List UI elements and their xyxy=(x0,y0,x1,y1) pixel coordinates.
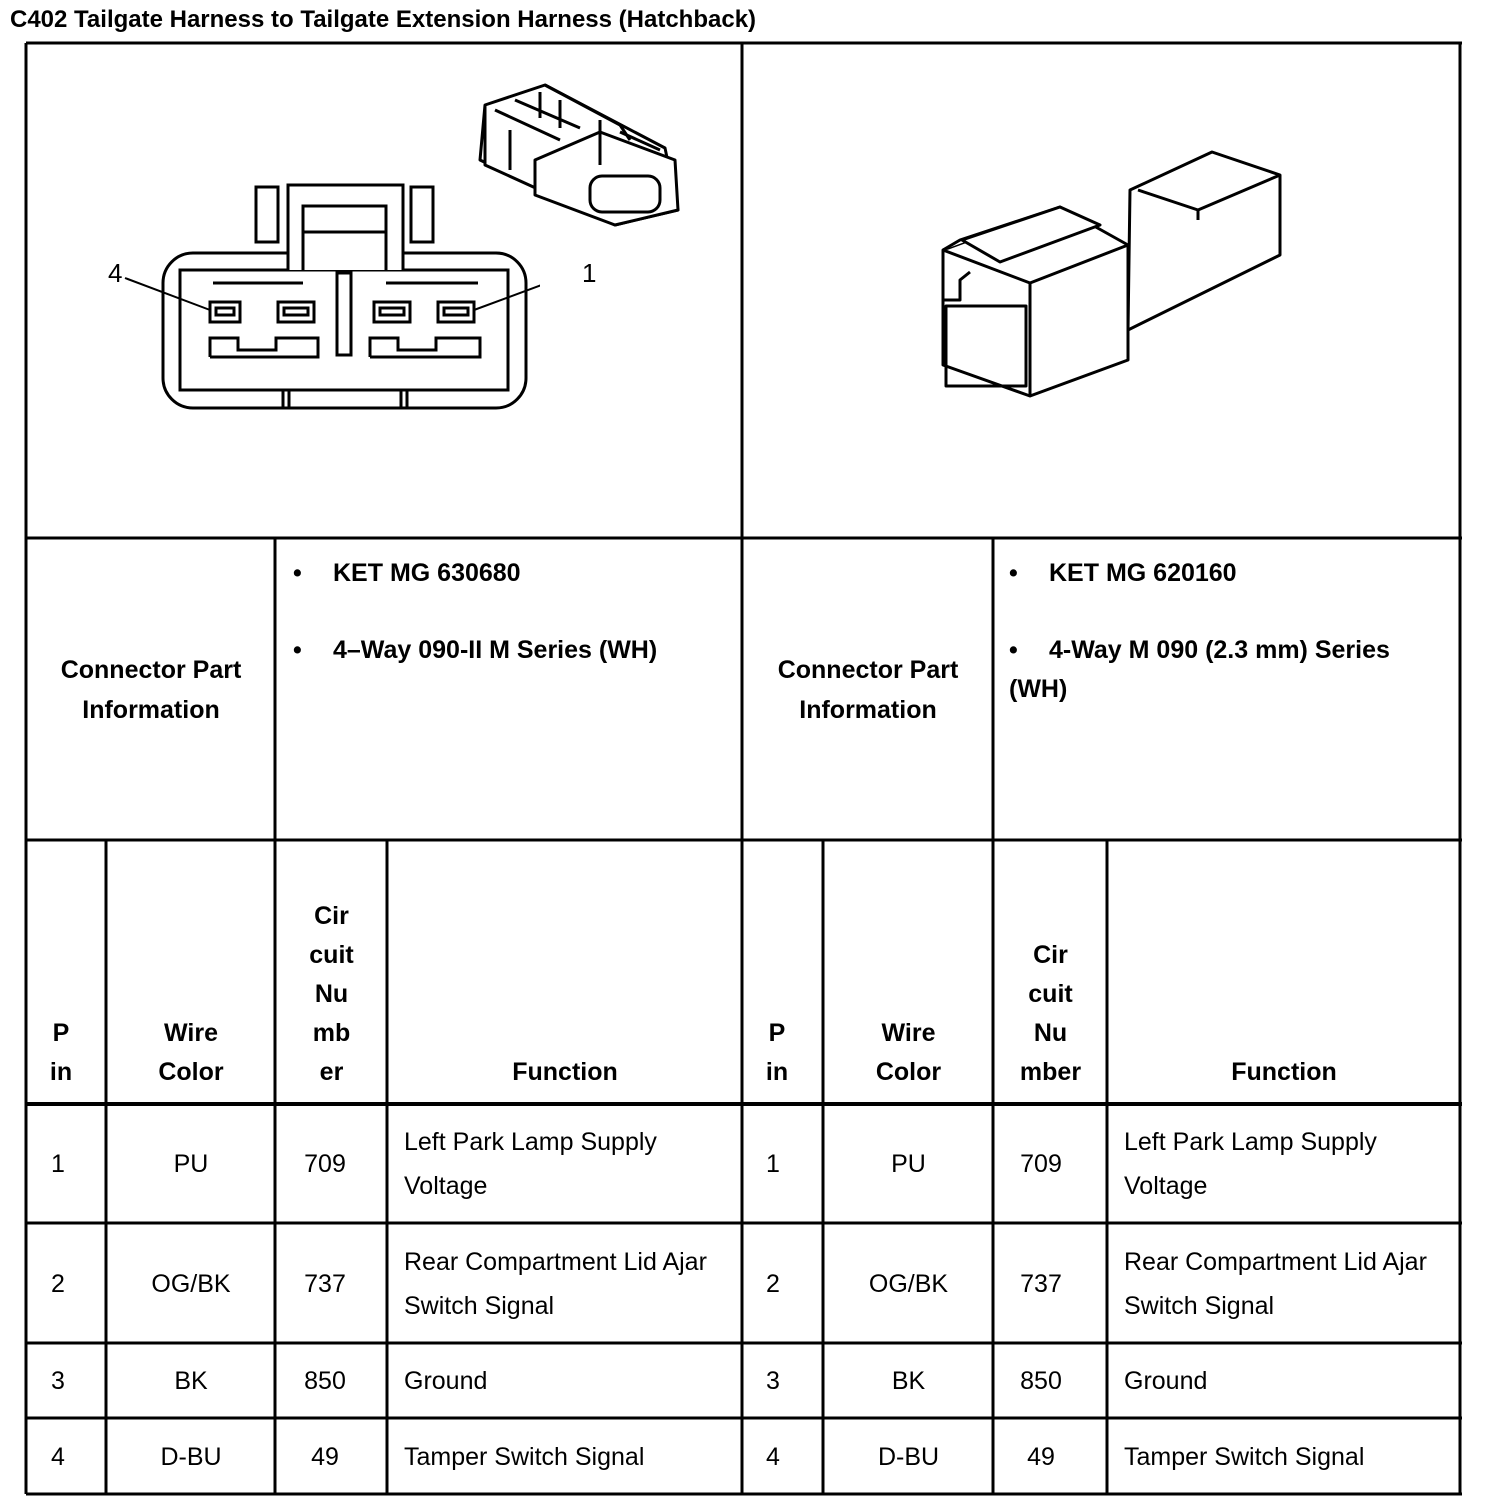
header-pin-right: P in xyxy=(765,1019,789,1086)
connector-part-info-left: • KET MG 630680 • 4–Way 090-II M Series (WH) xyxy=(277,540,741,839)
table-row-3-left-pin: 3 xyxy=(51,1367,65,1395)
table-row-4-right-function: Tamper Switch Signal xyxy=(1124,1442,1365,1471)
table-row-3-right-circuit: 850 xyxy=(1020,1367,1062,1395)
series-left: • 4–Way 090-II M Series (WH) xyxy=(293,636,658,664)
part-number-left: KET MG 630680 xyxy=(333,559,521,587)
table-row-3-right-pin: 3 xyxy=(766,1367,780,1395)
table-row-2-right-function: Rear Compartment Lid Ajar Switch Signal xyxy=(1124,1247,1427,1320)
connector-part-info-label-right: Connector Part Information xyxy=(777,655,959,724)
table-row-3-right-wire: BK xyxy=(891,1367,926,1395)
pin-label-1: 1 xyxy=(582,258,597,288)
pin-label-4: 4 xyxy=(108,258,123,288)
connector-3d-view-left xyxy=(470,75,685,235)
table-row-1-right-pin: 1 xyxy=(766,1150,780,1178)
connector-3d-view-right xyxy=(930,140,1295,410)
table-row-4-left-wire: D-BU xyxy=(160,1442,222,1471)
table-row-2-right-pin: 2 xyxy=(766,1269,780,1298)
part-number-right: KET MG 620160 xyxy=(1049,559,1237,587)
table-row-1-right-circuit: 709 xyxy=(1020,1150,1062,1178)
table-row-2-right-wire: OG/BK xyxy=(868,1269,949,1298)
table-row-4-left-pin: 4 xyxy=(51,1442,65,1471)
table-row-3-left-function: Ground xyxy=(404,1367,488,1395)
table-row-3-left-wire: BK xyxy=(174,1367,208,1395)
table-row-1-left-pin: 1 xyxy=(51,1150,65,1178)
connector-part-info-label-left: Connector Part Information xyxy=(60,655,242,724)
table-row-3-right-function: Ground xyxy=(1124,1367,1208,1395)
table-row-4-left-circuit: 49 xyxy=(311,1442,339,1471)
header-function-right: Function xyxy=(1231,1058,1337,1086)
table-row-2-left-circuit: 737 xyxy=(304,1269,346,1298)
table-row-2-right-circuit: 737 xyxy=(1020,1269,1062,1298)
page-title: C402 Tailgate Harness to Tailgate Extension Harness (Hatchback) xyxy=(10,6,757,33)
header-wire-right: Wire Color xyxy=(875,1019,942,1086)
header-wire-left: Wire Color xyxy=(158,1019,224,1086)
table-row-4-left-function: Tamper Switch Signal xyxy=(404,1442,645,1471)
header-circuit-right: Cir cuit Nu mber xyxy=(1019,941,1082,1086)
table-row-1-left-wire: PU xyxy=(173,1150,209,1178)
connector-part-info-right: • KET MG 620160 • 4-Way M 090 (2.3 mm) Series (WH) xyxy=(995,540,1459,839)
table-row-4-right-wire: D-BU xyxy=(877,1442,940,1471)
header-function-left: Function xyxy=(512,1058,618,1086)
header-circuit-left: Cir cuit Nu mb er xyxy=(309,902,354,1086)
table-row-2-left-wire: OG/BK xyxy=(151,1269,231,1298)
table-row-1-left-circuit: 709 xyxy=(304,1150,346,1178)
table-row-3-left-circuit: 850 xyxy=(304,1367,346,1395)
table-row-2-left-function: Rear Compartment Lid Ajar Switch Signal xyxy=(404,1247,707,1320)
table-row-1-right-function: Left Park Lamp Supply Voltage xyxy=(1124,1128,1377,1200)
table-row-1-left-function: Left Park Lamp Supply Voltage xyxy=(404,1128,657,1200)
table-row-2-left-pin: 2 xyxy=(51,1269,65,1298)
table-row-4-right-pin: 4 xyxy=(766,1442,780,1471)
table-row-1-right-wire: PU xyxy=(891,1150,926,1178)
table-row-4-right-circuit: 49 xyxy=(1027,1442,1055,1471)
header-pin-left: P in xyxy=(49,1019,73,1086)
series-right: • 4-Way M 090 (2.3 mm) Series (WH) xyxy=(1009,636,1390,703)
